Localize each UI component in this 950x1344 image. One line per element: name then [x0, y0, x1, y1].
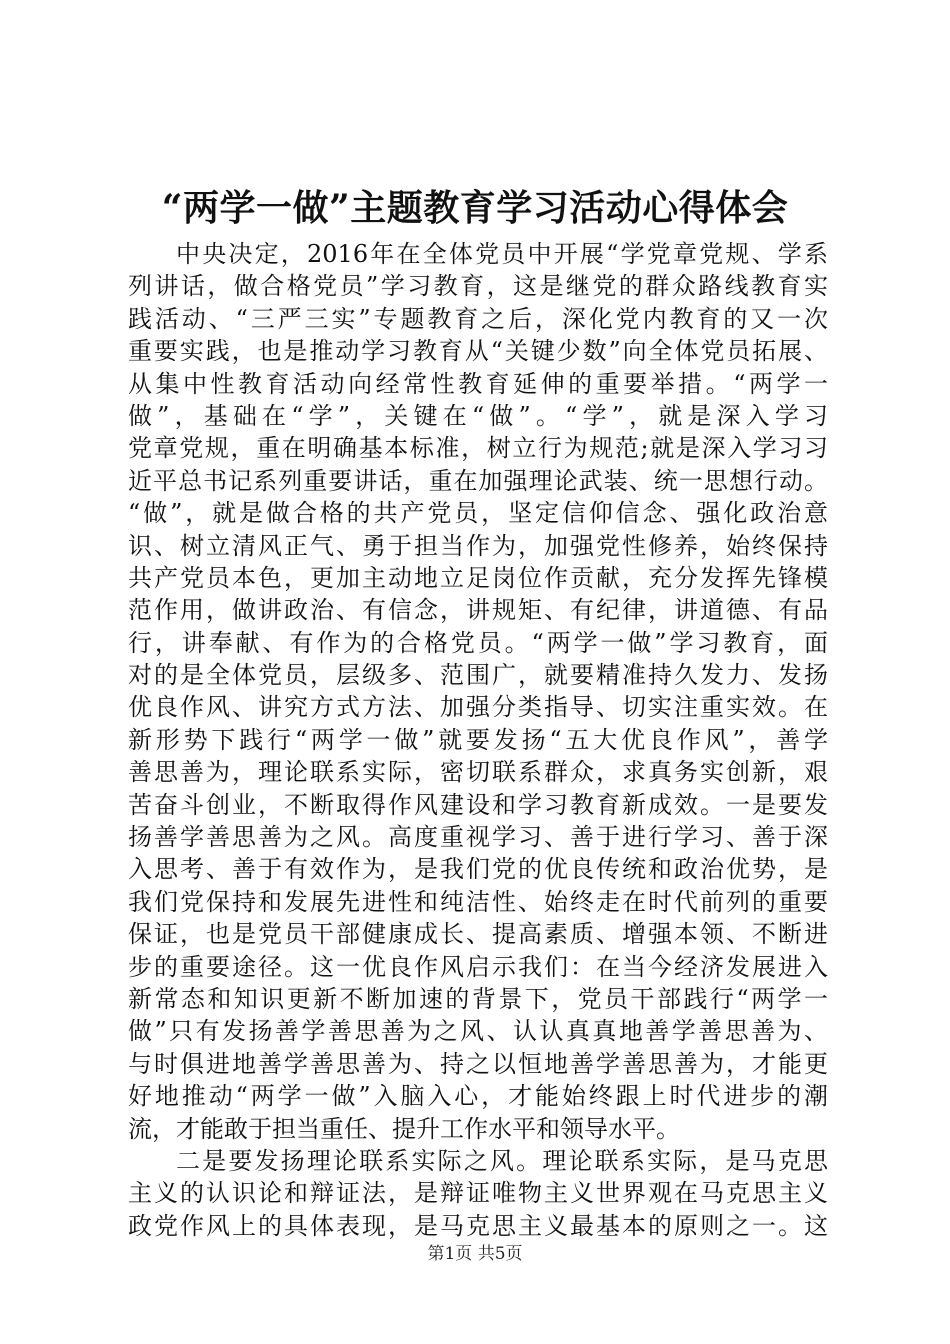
paragraph-line: 新形势下践行“两学一做”就要发扬“五大优良作风”，善学 [128, 725, 828, 754]
paragraph-line: 流，才能敢于担当重任、提升工作水平和领导水平。 [128, 1114, 680, 1143]
paragraph-line: 二是要发扬理论联系实际之风。理论联系实际，是马克思 [176, 1146, 828, 1175]
paragraph-line: 做”，基础在“学”，关键在“做”。“学”，就是深入学习 [128, 401, 828, 430]
paragraph-line: 步的重要途径。这一优良作风启示我们：在当今经济发展进入 [128, 952, 828, 981]
paragraph-line: 保证，也是党员干部健康成长、提高素质、增强本领、不断进 [128, 920, 828, 949]
document-title: “两学一做”主题教育学习活动心得体会 [161, 187, 789, 229]
paragraph-line: 重要实践，也是推动学习教育从“关键少数”向全体党员拓展、 [128, 337, 828, 366]
paragraph-line: 优良作风、讲究方式方法、加强分类指导、切实注重实效。在 [128, 693, 828, 722]
paragraph-line: 识、树立清风正气、勇于担当作为，加强党性修养，始终保持 [128, 531, 828, 560]
page-number-footer: 第1页 共5页 [427, 1244, 523, 1264]
paragraph-line: 践活动、“三严三实”专题教育之后，深化党内教育的又一次 [128, 304, 828, 333]
paragraph-line: 好地推动“两学一做”入脑入心，才能始终跟上时代进步的潮 [128, 1082, 828, 1111]
paragraph-line: 善思善为，理论联系实际，密切联系群众，求真务实创新，艰 [128, 758, 828, 787]
paragraph-line: 列讲话，做合格党员”学习教育，这是继党的群众路线教育实 [128, 272, 828, 301]
paragraph-line: 行，讲奉献、有作为的合格党员。“两学一做”学习教育，面 [128, 628, 828, 657]
paragraph-line: 与时俱进地善学善思善为、持之以恒地善学善思善为，才能更 [128, 1049, 828, 1078]
paragraph-line: 新常态和知识更新不断加速的背景下，党员干部践行“两学一 [128, 984, 828, 1013]
paragraph-line: 中央决定，2016年在全体党员中开展“学党章党规、学系 [176, 240, 828, 268]
paragraph-line: 共产党员本色，更加主动地立足岗位作贡献，充分发挥先锋模 [128, 563, 828, 592]
paragraph-line: “做”，就是做合格的共产党员，坚定信仰信念、强化政治意 [128, 499, 828, 528]
paragraph-line: 做”只有发扬善学善思善为之风、认认真真地善学善思善为、 [128, 1017, 828, 1046]
paragraph-line: 党章党规，重在明确基本标准，树立行为规范;就是深入学习习 [128, 434, 828, 463]
paragraph-line: 苦奋斗创业，不断取得作风建设和学习教育新成效。一是要发 [128, 790, 828, 819]
paragraph-line: 主义的认识论和辩证法，是辩证唯物主义世界观在马克思主义 [128, 1179, 828, 1208]
paragraph-line: 对的是全体党员，层级多、范围广，就要精准持久发力、发扬 [128, 661, 828, 690]
paragraph-line: 近平总书记系列重要讲话，重在加强理论武装、统一思想行动。 [128, 466, 828, 495]
document-body [128, 238, 828, 1242]
paragraph-line: 入思考、善于有效作为，是我们党的优良传统和政治优势，是 [128, 855, 828, 884]
paragraph-line: 扬善学善思善为之风。高度重视学习、善于进行学习、善于深 [128, 823, 828, 852]
paragraph-line: 范作用，做讲政治、有信念，讲规矩、有纪律，讲道德、有品 [128, 596, 828, 625]
paragraph-line: 从集中性教育活动向经常性教育延伸的重要举措。“两学一 [128, 369, 828, 398]
paragraph-line: 我们党保持和发展先进性和纯洁性、始终走在时代前列的重要 [128, 887, 828, 916]
paragraph-line: 政党作风上的具体表现，是马克思主义最基本的原则之一。这 [128, 1211, 828, 1240]
